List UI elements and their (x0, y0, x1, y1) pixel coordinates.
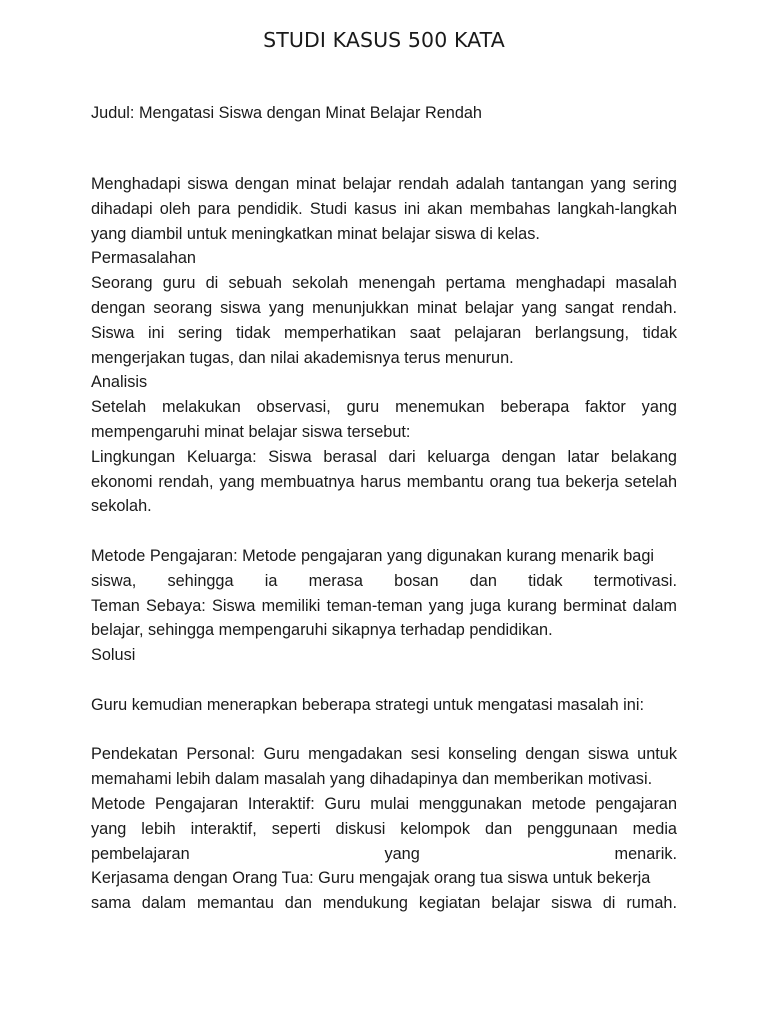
paragraph-kerjasama-tail: sama dalam memantau dan mendukung kegiatan belajar siswa di rumah. (91, 894, 677, 913)
section-heading-analisis: Analisis (91, 373, 148, 392)
blank-line (91, 668, 677, 693)
document-title: STUDI KASUS 500 KATA (263, 28, 505, 52)
section-heading-solusi: Solusi (91, 646, 136, 665)
section-heading-permasalahan: Permasalahan (91, 249, 196, 268)
document-body (91, 172, 677, 916)
paragraph-metode-line-2: siswa, sehingga ia merasa bosan dan tidak termotivasi. (91, 571, 677, 590)
paragraph-teman-sebaya: Teman Sebaya: Siswa memiliki teman-teman yang juga kurang berminat dalam belajar, sehingga mempengaruhi sikapnya terhadap pendidikan. (91, 596, 677, 640)
paragraph-permasalahan: Seorang guru di sebuah sekolah menengah pertama menghadapi masalah dengan seorang siswa yang menunjukkan minat belajar yang sangat rendah. Siswa ini sering tidak memperhatikan saat pelajaran berlangsung, tidak mengerjakan tugas, dan nilai akademisnya terus menurun. (91, 274, 677, 367)
blank-line (91, 718, 677, 743)
paragraph-analisis: Setelah melakukan observasi, guru menemukan beberapa faktor yang mempengaruhi minat belajar siswa tersebut: (91, 398, 677, 441)
paragraph-lingkungan-keluarga: Lingkungan Keluarga: Siswa berasal dari keluarga dengan latar belakang ekonomi rendah, yang membuatnya harus membantu orang tua bekerja setelah sekolah. (91, 447, 677, 516)
paragraph-metode-interaktif: Metode Pengajaran Interaktif: Guru mulai menggunakan metode pengajaran yang lebih interaktif, seperti diskusi kelompok dan penggunaan media (91, 794, 677, 838)
paragraph-intro: Menghadapi siswa dengan minat belajar rendah adalah tantangan yang sering dihadapi oleh para pendidik. Studi kasus ini akan membahas langkah-langkah yang diambil untuk meningkatkan minat belajar siswa di kelas. (91, 175, 677, 243)
paragraph-metode-interaktif-tail: pembelajaran yang menarik. (91, 844, 677, 863)
paragraph-solusi-intro: Guru kemudian menerapkan beberapa strategi untuk mengatasi masalah ini: (91, 695, 644, 714)
paragraph-metode-line-1: Metode Pengajaran: Metode pengajaran yang digunakan kurang menarik bagi (91, 546, 654, 565)
paragraph-kerjasama-orang-tua: Kerjasama dengan Orang Tua: Guru mengajak orang tua siswa untuk bekerja (91, 869, 651, 888)
blank-line (91, 519, 677, 544)
paragraph-pendekatan-personal: Pendekatan Personal: Guru mengadakan sesi konseling dengan siswa untuk memahami lebih dalam masalah yang dihadapinya dan memberikan motivasi. (91, 745, 677, 789)
document-subtitle: Judul: Mengatasi Siswa dengan Minat Belajar Rendah (91, 104, 482, 122)
